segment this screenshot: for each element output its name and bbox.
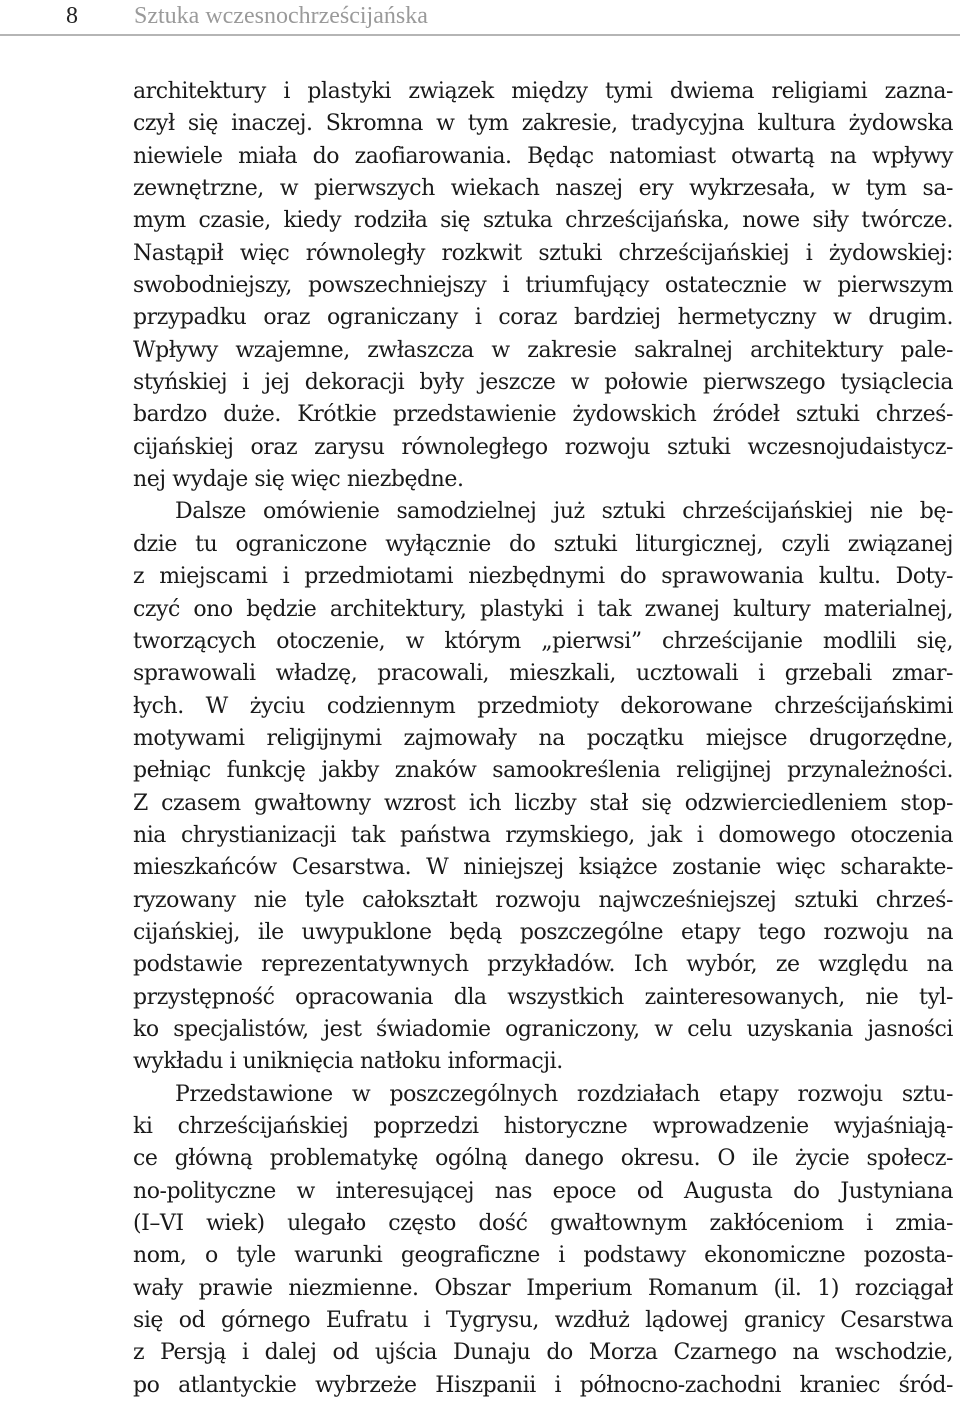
text-line: Nastąpił więc równoległy rozkwit sztuki chrześcijańskiej i żydowskiej:	[133, 240, 953, 266]
running-head	[0, 0, 960, 33]
text-line: nia chrystianizacji tak państwa rzymskiego, jak i domowego otoczenia	[133, 822, 953, 848]
text-line: łych. W życiu codziennym przedmioty dekorowane chrześcijańskimi	[133, 693, 953, 719]
text-line: zewnętrzne, w pierwszych wiekach naszej ery wykrzesała, w tym sa-	[133, 176, 953, 202]
text-line: no-polityczne w interesującej nas epoce od Augusta do Justyniana	[133, 1178, 953, 1204]
text-line: motywami religijnymi zajmowały na początku miejsce drugorzędne,	[133, 725, 953, 751]
text-line: Wpływy wzajemne, zwłaszcza w zakresie sakralnej architektury pale-	[133, 337, 953, 363]
body-text	[133, 76, 953, 1402]
text-line: swobodniejszy, powszechniejszy i triumfujący ostatecznie w pierwszym	[133, 273, 953, 299]
page-number: 8	[66, 3, 78, 29]
text-line: z Persją i dalej od ujścia Dunaju do Morza Czarnego na wschodzie,	[133, 1340, 953, 1366]
text-line: podstawie reprezentatywnych przykładów. Ich wybór, ze względu na	[133, 952, 953, 978]
text-line: (I–VI wiek) ulegało często dość gwałtownym zakłóceniom i zmia-	[133, 1211, 953, 1237]
text-line: ryzowany nie tyle całokształt rozwoju najwcześniejszej sztuki chrześ-	[133, 887, 953, 913]
text-line: ko specjalistów, jest świadomie ograniczony, w celu uzyskania jasności	[133, 1016, 953, 1042]
paragraph	[133, 496, 953, 1078]
running-title: Sztuka wczesnochrześcijańska	[134, 3, 428, 29]
text-line: sprawowali władzę, pracowali, mieszkali, ucztowali i grzebali zmar-	[133, 661, 953, 687]
text-line: wykładu i uniknięcia natłoku informacji.	[133, 1049, 563, 1075]
text-line: się od górnego Eufratu i Tygrysu, wzdłuż lądowej granicy Cesarstwa	[133, 1308, 953, 1334]
text-line: cijańskiej, ile uwypuklone będą poszczególne etapy tego rozwoju na	[133, 919, 953, 945]
text-line: czył się inaczej. Skromna w tym zakresie, tradycyjna kultura żydowska	[133, 111, 953, 137]
text-line: czyć ono będzie architektury, plastyki i tak zwanej kultury materialnej,	[133, 596, 953, 622]
text-line: pełniąc funkcję jakby znaków samookreślenia religijnej przynależności.	[133, 758, 953, 784]
text-line: mym czasie, kiedy rodziła się sztuka chrześcijańska, nowe siły twórcze.	[133, 208, 953, 234]
text-line: przystępność opracowania dla wszystkich zainteresowanych, nie tyl-	[133, 984, 953, 1010]
text-line: nej wydaje się więc niezbędne.	[133, 467, 464, 493]
text-line: nom, o tyle warunki geograficzne i podstawy ekonomiczne pozosta-	[133, 1243, 953, 1269]
header-rule	[0, 34, 960, 36]
text-line: ki chrześcijańskiej poprzedzi historyczne wprowadzenie wyjaśniają-	[133, 1114, 953, 1139]
text-line: Dalsze omówienie samodzielnej już sztuki chrześcijańskiej nie bę-	[175, 499, 953, 525]
text-line: wały prawie niezmienne. Obszar Imperium Romanum (il. 1) rozciągał	[133, 1275, 953, 1301]
text-line: cijańskiej oraz zarysu równoległego rozwoju sztuki wczesnojudaistycz-	[133, 434, 953, 460]
paragraph	[133, 76, 953, 496]
paragraph	[133, 1079, 953, 1402]
text-line: z miejscami i przedmiotami niezbędnymi do sprawowania kultu. Doty-	[133, 564, 953, 590]
text-line: Z czasem gwałtowny wzrost ich liczby stał się odzwierciedleniem stop-	[133, 790, 953, 816]
text-line: tworzących otoczenie, w którym „pierwsi” chrześcijanie modlili się,	[133, 628, 953, 654]
text-line: mieszkańców Cesarstwa. W niniejszej książce zostanie więc scharakte-	[133, 855, 953, 881]
text-line: bardzo duże. Krótkie przedstawienie żydowskich źródeł sztuki chrześ-	[133, 402, 953, 428]
text-line: przypadku oraz ograniczany i coraz bardziej hermetyczny w drugim.	[133, 305, 953, 331]
text-line: niewiele miała do zaofiarowania. Będąc natomiast otwartą na wpływy	[133, 143, 953, 169]
text-line: ce główną problematykę ogólną danego okresu. O ile życie społecz-	[133, 1146, 953, 1172]
text-line: architektury i plastyki związek między tymi dwiema religiami zazna-	[133, 79, 953, 104]
text-line: styńskiej i jej dekoracji były jeszcze w połowie pierwszego tysiąclecia	[133, 370, 953, 396]
text-line: dzie tu ograniczone wyłącznie do sztuki liturgicznej, czyli związanej	[133, 531, 953, 557]
text-line: po atlantyckie wybrzeże Hiszpanii i północno-zachodni kraniec śród-	[133, 1372, 953, 1398]
text-line: Przedstawione w poszczególnych rozdziałach etapy rozwoju sztu-	[175, 1081, 953, 1107]
